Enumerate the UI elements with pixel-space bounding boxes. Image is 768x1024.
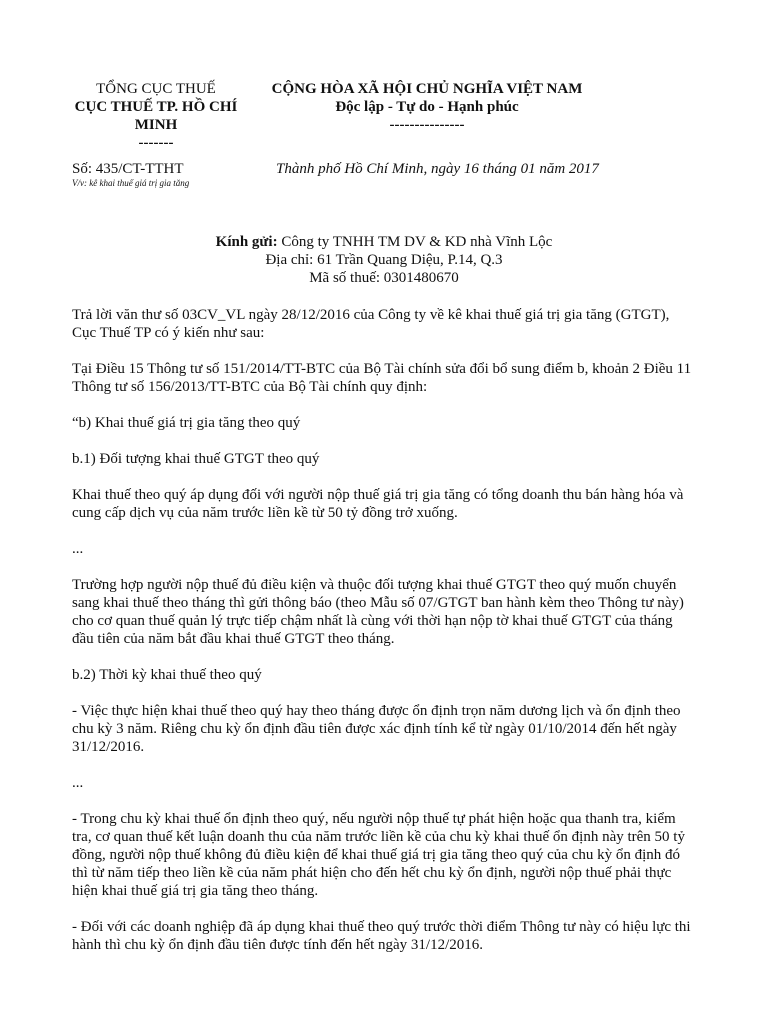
national-title-block	[262, 80, 592, 134]
paragraph: Khai thuế theo quý áp dụng đối với người nộp thuế giá trị gia tăng có tổng doanh thu bán hàng hóa và cung cấp dịch vụ của năm trước liền kề từ 50 tỷ đồng trở xuống.	[72, 487, 684, 521]
paragraph: b.1) Đối tượng khai thuế GTGT theo quý	[72, 451, 320, 467]
document-date: Thành phố Hồ Chí Minh, ngày 16 tháng 01 năm 2017	[276, 161, 599, 177]
paragraph: b.2) Thời kỳ khai thuế theo quý	[72, 667, 262, 683]
document-number: Số: 435/CT-TTHT	[72, 161, 184, 177]
agency-name-line1: CỤC THUẾ TP. HỒ CHÍ	[74, 99, 238, 115]
document-body	[72, 306, 700, 972]
national-title: CỘNG HÒA XÃ HỘI CHỦ NGHĨA VIỆT NAM	[271, 81, 583, 97]
paragraph: Trường hợp người nộp thuế đủ điều kiện và thuộc đối tượng khai thuế GTGT theo quý muốn chuyển sang khai thuế theo tháng thì gửi thông báo (theo Mẫu số 07/GTGT ban hành kèm theo Thông tư này) cho cơ quan thuế quản lý trực tiếp chậm nhất là cùng với thời hạn nộp tờ khai thuế GTGT của tháng đầu tiên của năm bắt đầu khai thuế GTGT theo tháng.	[72, 577, 684, 647]
document-number-block	[72, 160, 189, 189]
paragraph: ...	[72, 541, 84, 557]
agency-name-line2: MINH	[134, 117, 178, 133]
paragraph: - Trong chu kỳ khai thuế ổn định theo quý, nếu người nộp thuế tự phát hiện hoặc qua thanh tra, kiểm tra, cơ quan thuế kết luận doanh thu của năm trước liền kề của chu kỳ khai thuế ổn định này trên 50 tỷ đồng, người nộp thuế không đủ điều kiện để khai thuế giá trị gia tăng theo quý của chu kỳ ổn định đó thì từ năm tiếp theo liền kề của năm phát hiện cho đến hết chu kỳ ổn định, người nộp thuế phải thực hiện khai thuế giá trị gia tăng theo tháng.	[72, 811, 685, 899]
paragraph: - Đối với các doanh nghiệp đã áp dụng khai thuế theo quý trước thời điểm Thông tư này có hiệu lực thi hành thì chu kỳ ổn định đầu tiên được tính đến hết ngày 31/12/2016.	[72, 919, 691, 953]
recipient-address: Địa chỉ: 61 Trần Quang Diệu, P.14, Q.3	[265, 252, 503, 268]
document-subject: V/v: kê khai thuế giá trị gia tăng	[72, 178, 190, 188]
recipient-label: Kính gửi:	[215, 234, 278, 250]
recipient-block	[0, 233, 768, 287]
paragraph: Trả lời văn thư số 03CV_VL ngày 28/12/2016 của Công ty về kê khai thuế giá trị gia tăng (GTGT), Cục Thuế TP có ý kiến như sau:	[72, 307, 670, 341]
national-motto: Độc lập - Tự do - Hạnh phúc	[335, 99, 519, 115]
recipient-name: Công ty TNHH TM DV & KD nhà Vĩnh Lộc	[277, 234, 553, 250]
recipient-tax-code: Mã số thuế: 0301480670	[309, 270, 459, 286]
agency-divider: -------	[138, 135, 174, 151]
motto-divider: ---------------	[389, 117, 465, 133]
agency-parent: TỔNG CỤC THUẾ	[96, 81, 216, 97]
paragraph: Tại Điều 15 Thông tư số 151/2014/TT-BTC của Bộ Tài chính sửa đổi bổ sung điểm b, khoản 2 Điều 11 Thông tư số 156/2013/TT-BTC của Bộ Tài chính quy định:	[72, 361, 692, 395]
paragraph: - Việc thực hiện khai thuế theo quý hay theo tháng được ổn định trọn năm dương lịch và ổn định theo chu kỳ 3 năm. Riêng chu kỳ ổn định đầu tiên được xác định tính kể từ ngày 01/10/2014 đến hết ngày 31/12/2016.	[72, 703, 681, 755]
paragraph: ...	[72, 775, 84, 791]
issuing-agency-block	[58, 80, 254, 152]
paragraph: “b) Khai thuế giá trị gia tăng theo quý	[72, 415, 301, 431]
